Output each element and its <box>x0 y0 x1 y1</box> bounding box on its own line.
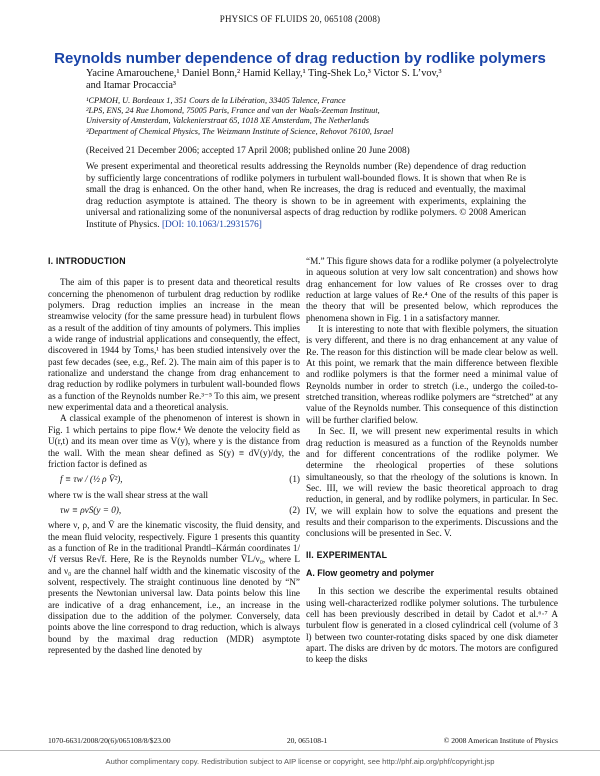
affiliation-2-cont: University of Amsterdam, Valckenierstraat 65, 1018 XE Amsterdam, The Netherlands <box>86 116 369 126</box>
equation-2 <box>48 505 300 516</box>
footer-issn: 1070-6631/2008/20(6)/065108/8/$23.00 <box>48 736 171 745</box>
authors-line-1: Yacine Amarouchene,¹ Daniel Bonn,² Hamid Kellay,¹ Ting-Shek Lo,³ Victor S. L’vov,³ <box>86 68 442 79</box>
intro-paragraph-4: where ν, ρ, and V̄ are the kinematic viscosity, the fluid density, and the mean fluid velocity, respectively. Figure 1 presents this quantity as a function of Re in the traditional Prandtl–Kármán coordinates 1/√f versus Re√f. Here, Re is the Reynolds number V̄L/ν₀, where L and ν₀ are the channel half width and the kinematic viscosity of the solvent, respectively. The straight continuous line denoted by “N” presents the Newtonian universal law. Data points below this line are indicative of a drag enhancement, i.e., an increase in the dissipation due to the addition of the polymer. Conversely, data points above the line correspond to drag reduction, which is always bound by the maximal drag reduction (MDR) asymptote represented by the dashed line denoted by <box>48 520 300 655</box>
right-paragraph-1: “M.” This figure shows data for a rodlike polymer (a polyelectrolyte in aqueous solution at very low salt concentration) and shows how drag enhancement for low values of Re crosses over to drag reduction at large values of Re.⁴ One of the results of this paper is the theory that will be presented below, which reproduces the phenomena shown in Fig. 1 in a satisfactory manner. <box>306 256 558 323</box>
right-paragraph-2: It is interesting to note that with flexible polymers, the situation is very different, and there is no drag enhancement at any value of Re. The reason for this distinction will be made clear below as well. At this point, we remark that the main difference between flexible and rodlike polymers is that the former need a minimal value of Reynolds number in order to stretch (i.e., undergo the coiled-to-stretched transition, whereas rodlike polymers are “stretched” at any value of the Reynolds number. This consequence of this distinction will be further clarified below. <box>306 324 558 425</box>
author-list <box>86 68 526 92</box>
footer-divider <box>0 750 600 751</box>
abstract <box>86 162 526 232</box>
doi-link[interactable]: [DOI: 10.1063/1.2931576] <box>161 219 262 230</box>
affiliations <box>86 96 526 137</box>
footer-copyright: © 2008 American Institute of Physics <box>443 736 558 745</box>
affiliation-1: ¹CPMOH, U. Bordeaux 1, 351 Cours de la Libération, 33405 Talence, France <box>86 96 346 105</box>
equation-1-body: f ≡ τw / (½ ρ V̄²), <box>60 474 123 485</box>
affiliation-3: ³Department of Chemical Physics, The Weizmann Institute of Science, Rehovot 76100, Israel <box>86 126 394 136</box>
page-footer <box>48 736 558 745</box>
section-heading-introduction: I. INTRODUCTION <box>48 256 126 266</box>
running-head: PHYSICS OF FLUIDS 20, 065108 (2008) <box>219 14 381 24</box>
left-column <box>48 256 300 656</box>
abstract-text: We present experimental and theoretical results addressing the Reynolds number (Re) dependence of drag reduction by sufficiently large concentrations of rodlike polymers in turbulent wall-bounded flows. It is shown that when Re is small the drag is enhanced. On the other hand, when Re increases, the drag is reduced and eventually, the maximal drag reduction asymptote is attained. The theory is shown to be in agreement with experiments, explaining the universal and rationalizing some of the nonuniversal aspects of drag reduction by rodlike polymers. © 2008 American Institute of Physics. <box>86 162 526 230</box>
intro-paragraph-3: where τw is the wall shear stress at the wall <box>48 489 209 500</box>
equation-2-number: (2) <box>289 504 300 515</box>
right-paragraph-4: In this section we describe the experimental results obtained using well-characterized rodlike polymer solutions. The turbulence cell has been previously described in detail by Cadot et al.⁶·⁷ A turbulent flow is generated in a closed cylindrical cell (volume of 3 l) between two counter-rotating disks spaced by one disk diameter apart. The disks are driven by dc motors. The motors are configured to keep the disks <box>306 586 558 665</box>
intro-paragraph-1: The aim of this paper is to present data and theoretical results concerning the phenomenon of turbulent drag reduction by rodlike polymers. Drag reduction implies an increase in the mean streamwise velocity (for the same pressure head) in turbulent flows as a result of the addition of tiny amounts of polymers. This implies a wide range of industrial applications and consequently, the effect, discovered in 1944 by Toms,¹ has been studied intensively over the past few decades (see, e.g., Ref. 2). The main aim of this paper is to rationalize and understand the change from drag enhancement to drag reduction by rodlike polymers in turbulent wall-bounded flows as a function of the Reynolds number Re.³⁻⁵ To this aim, we present new experimental data and a theoretical analysis. <box>48 277 300 413</box>
right-paragraph-3: In Sec. II, we will present new experimental results in which drag reduction is measured as a function of the Reynolds number and for different concentrations of the rodlike polymer. We determine the rheological properties of these solutions simultaneously, so that the rheology of the solutions is known. In Sec. III, we will review the basic theoretical approach to drag reduction, in general, and by rodlike polymers, in particular. In Sec. IV, we will explain how to solve the equations and present the results and their comparison to the experiments. Discussions and the conclusions will be presented in Sec. V. <box>306 426 558 539</box>
intro-paragraph-2: A classical example of the phenomenon of interest is shown in Fig. 1 which pertains to pipe flow.⁴ We denote the velocity field as U(r,t) and its mean over time as V(y), where y is the distance from the wall. With the mean shear defined as S(y) ≡ dV(y)/dy, the friction factor is defined as <box>48 413 300 469</box>
authors-line-2: and Itamar Procaccia³ <box>86 80 176 91</box>
copyright-notice: Author complimentary copy. Redistribution subject to AIP license or copyright, see http://phf.aip.org/phf/copyright.jsp <box>105 757 495 766</box>
received-dates: (Received 21 December 2006; accepted 17 April 2008; published online 20 June 2008) <box>86 146 410 156</box>
footer-page-number: 20, 065108-1 <box>286 736 328 745</box>
equation-1-number: (1) <box>289 474 300 485</box>
equation-2-body: τw ≡ ρνS(y = 0), <box>60 504 122 515</box>
equation-1 <box>48 474 300 485</box>
subsection-heading-flow-geometry: A. Flow geometry and polymer <box>306 567 435 578</box>
affiliation-2: ²LPS, ENS, 24 Rue Lhomond, 75005 Paris, France and van der Waals-Zeeman Instituut, <box>86 106 380 116</box>
section-heading-experimental: II. EXPERIMENTAL <box>306 549 388 560</box>
article-title: Reynolds number dependence of drag reduction by rodlike polymers <box>54 50 546 67</box>
right-column <box>306 256 558 666</box>
